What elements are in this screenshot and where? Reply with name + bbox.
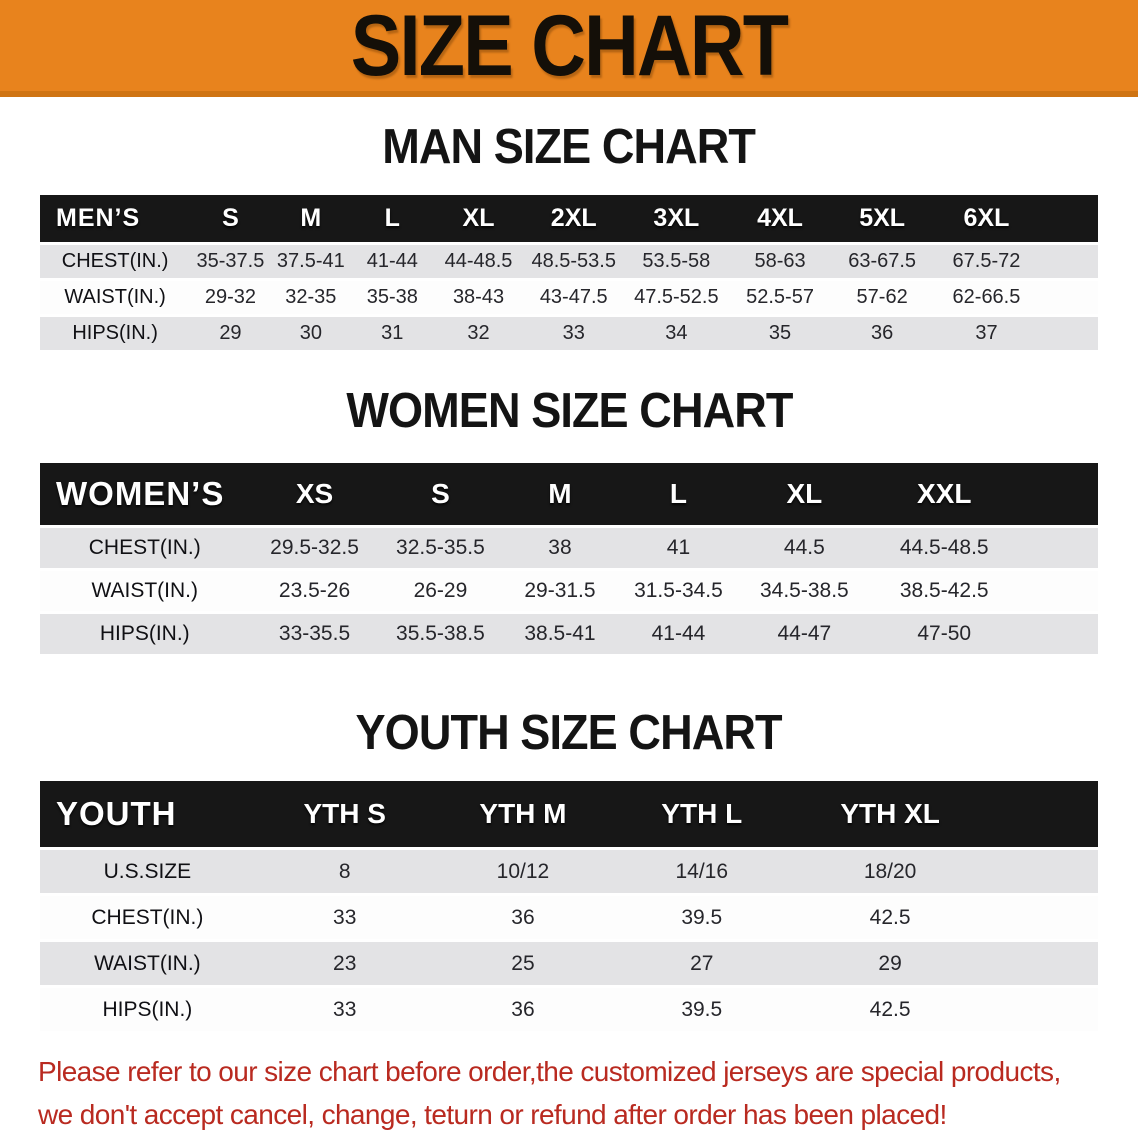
row-label: WAIST(IN.) bbox=[40, 281, 190, 314]
section-men-sizes bbox=[0, 120, 1138, 353]
size-column-header: 2XL bbox=[523, 195, 624, 242]
size-value-cell: 27 bbox=[611, 942, 792, 985]
size-value-cell: 35 bbox=[729, 317, 832, 350]
men-size-table bbox=[40, 192, 1098, 353]
size-value-cell: 25 bbox=[435, 942, 612, 985]
size-value-cell: 41-44 bbox=[619, 614, 739, 654]
size-column-header: 3XL bbox=[624, 195, 729, 242]
size-value-cell: 23.5-26 bbox=[249, 571, 379, 611]
men-section-heading-text: MAN SIZE CHART bbox=[382, 120, 756, 174]
size-value-cell: 47.5-52.5 bbox=[624, 281, 729, 314]
size-value-cell: 38.5-41 bbox=[501, 614, 618, 654]
size-header-row bbox=[40, 463, 1098, 525]
size-value-cell: 41 bbox=[619, 528, 739, 568]
size-value-cell: 57-62 bbox=[831, 281, 933, 314]
size-value-cell: 26-29 bbox=[380, 571, 502, 611]
size-value-cell: 33-35.5 bbox=[249, 614, 379, 654]
size-value-cell: 37.5-41 bbox=[271, 245, 351, 278]
size-value-cell: 33 bbox=[255, 988, 435, 1031]
row-label: WAIST(IN.) bbox=[40, 942, 255, 985]
size-value-cell: 67.5-72 bbox=[933, 245, 1098, 278]
size-value-cell: 18/20 bbox=[792, 850, 1098, 893]
table-title-cell: WOMEN’S bbox=[40, 463, 249, 525]
size-column-header: 5XL bbox=[831, 195, 933, 242]
row-label: HIPS(IN.) bbox=[40, 614, 249, 654]
size-value-cell: 58-63 bbox=[729, 245, 832, 278]
size-column-header: YTH S bbox=[255, 781, 435, 847]
row-label: HIPS(IN.) bbox=[40, 317, 190, 350]
size-column-header: XXL bbox=[870, 463, 1098, 525]
measurement-row bbox=[40, 942, 1098, 985]
size-column-header: YTH M bbox=[435, 781, 612, 847]
size-value-cell: 41-44 bbox=[351, 245, 434, 278]
youth-size-table bbox=[40, 778, 1098, 1034]
size-column-header: S bbox=[190, 195, 270, 242]
size-column-header: XL bbox=[738, 463, 870, 525]
disclaimer-line-1: Please refer to our size chart before order,the customized jerseys are special products, bbox=[38, 1056, 1061, 1087]
row-label: HIPS(IN.) bbox=[40, 988, 255, 1031]
size-column-header: M bbox=[501, 463, 618, 525]
size-value-cell: 44-48.5 bbox=[434, 245, 524, 278]
size-value-cell: 42.5 bbox=[792, 988, 1098, 1031]
men-section-heading bbox=[0, 120, 1138, 174]
measurement-row bbox=[40, 528, 1098, 568]
measurement-row bbox=[40, 281, 1098, 314]
size-value-cell: 29-31.5 bbox=[501, 571, 618, 611]
size-value-cell: 32 bbox=[434, 317, 524, 350]
size-value-cell: 34 bbox=[624, 317, 729, 350]
size-value-cell: 38-43 bbox=[434, 281, 524, 314]
size-value-cell: 42.5 bbox=[792, 896, 1098, 939]
size-value-cell: 62-66.5 bbox=[933, 281, 1098, 314]
size-value-cell: 35-37.5 bbox=[190, 245, 270, 278]
size-value-cell: 43-47.5 bbox=[523, 281, 624, 314]
size-column-header: S bbox=[380, 463, 502, 525]
size-value-cell: 53.5-58 bbox=[624, 245, 729, 278]
table-title-cell: YOUTH bbox=[40, 781, 255, 847]
size-value-cell: 29.5-32.5 bbox=[249, 528, 379, 568]
section-youth-sizes bbox=[0, 706, 1138, 1034]
size-value-cell: 63-67.5 bbox=[831, 245, 933, 278]
size-value-cell: 8 bbox=[255, 850, 435, 893]
size-value-cell: 48.5-53.5 bbox=[523, 245, 624, 278]
size-value-cell: 32.5-35.5 bbox=[380, 528, 502, 568]
size-column-header: YTH L bbox=[611, 781, 792, 847]
size-chart-content bbox=[0, 120, 1138, 1132]
size-column-header: L bbox=[619, 463, 739, 525]
size-value-cell: 38 bbox=[501, 528, 618, 568]
size-value-cell: 44.5 bbox=[738, 528, 870, 568]
size-value-cell: 33 bbox=[255, 896, 435, 939]
size-value-cell: 44.5-48.5 bbox=[870, 528, 1098, 568]
disclaimer-line-2: we don't accept cancel, change, teturn or refund after order has been placed! bbox=[38, 1099, 947, 1130]
size-value-cell: 39.5 bbox=[611, 988, 792, 1031]
women-size-table bbox=[40, 460, 1098, 657]
size-value-cell: 30 bbox=[271, 317, 351, 350]
size-value-cell: 36 bbox=[435, 896, 612, 939]
size-value-cell: 52.5-57 bbox=[729, 281, 832, 314]
measurement-row bbox=[40, 614, 1098, 654]
size-header-row bbox=[40, 195, 1098, 242]
row-label: WAIST(IN.) bbox=[40, 571, 249, 611]
youth-section-heading-text: YOUTH SIZE CHART bbox=[355, 706, 783, 760]
size-value-cell: 29-32 bbox=[190, 281, 270, 314]
size-value-cell: 29 bbox=[792, 942, 1098, 985]
size-column-header: XS bbox=[249, 463, 379, 525]
row-label: CHEST(IN.) bbox=[40, 245, 190, 278]
size-value-cell: 38.5-42.5 bbox=[870, 571, 1098, 611]
size-value-cell: 44-47 bbox=[738, 614, 870, 654]
size-value-cell: 35.5-38.5 bbox=[380, 614, 502, 654]
size-value-cell: 31 bbox=[351, 317, 434, 350]
measurement-row bbox=[40, 245, 1098, 278]
size-value-cell: 31.5-34.5 bbox=[619, 571, 739, 611]
size-value-cell: 32-35 bbox=[271, 281, 351, 314]
size-value-cell: 23 bbox=[255, 942, 435, 985]
measurement-row bbox=[40, 896, 1098, 939]
size-value-cell: 29 bbox=[190, 317, 270, 350]
size-value-cell: 39.5 bbox=[611, 896, 792, 939]
size-column-header: XL bbox=[434, 195, 524, 242]
size-value-cell: 37 bbox=[933, 317, 1098, 350]
women-section-heading-text: WOMEN SIZE CHART bbox=[345, 384, 793, 438]
row-label: U.S.SIZE bbox=[40, 850, 255, 893]
measurement-row bbox=[40, 850, 1098, 893]
size-value-cell: 10/12 bbox=[435, 850, 612, 893]
section-women-sizes bbox=[0, 384, 1138, 657]
measurement-row bbox=[40, 988, 1098, 1031]
size-column-header: L bbox=[351, 195, 434, 242]
size-header-row bbox=[40, 781, 1098, 847]
size-value-cell: 33 bbox=[523, 317, 624, 350]
youth-section-heading bbox=[0, 706, 1138, 760]
size-column-header: 4XL bbox=[729, 195, 832, 242]
size-column-header: 6XL bbox=[933, 195, 1098, 242]
row-label: CHEST(IN.) bbox=[40, 528, 249, 568]
measurement-row bbox=[40, 317, 1098, 350]
size-value-cell: 34.5-38.5 bbox=[738, 571, 870, 611]
size-value-cell: 36 bbox=[435, 988, 612, 1031]
size-column-header: YTH XL bbox=[792, 781, 1098, 847]
table-title-cell: MEN’S bbox=[40, 195, 190, 242]
order-disclaimer bbox=[38, 1050, 1138, 1132]
women-section-heading bbox=[0, 384, 1138, 438]
size-column-header: M bbox=[271, 195, 351, 242]
size-value-cell: 47-50 bbox=[870, 614, 1098, 654]
measurement-row bbox=[40, 571, 1098, 611]
size-value-cell: 36 bbox=[831, 317, 933, 350]
row-label: CHEST(IN.) bbox=[40, 896, 255, 939]
size-value-cell: 35-38 bbox=[351, 281, 434, 314]
size-value-cell: 14/16 bbox=[611, 850, 792, 893]
size-chart-banner bbox=[0, 0, 1138, 97]
page-title: SIZE CHART bbox=[350, 0, 788, 94]
